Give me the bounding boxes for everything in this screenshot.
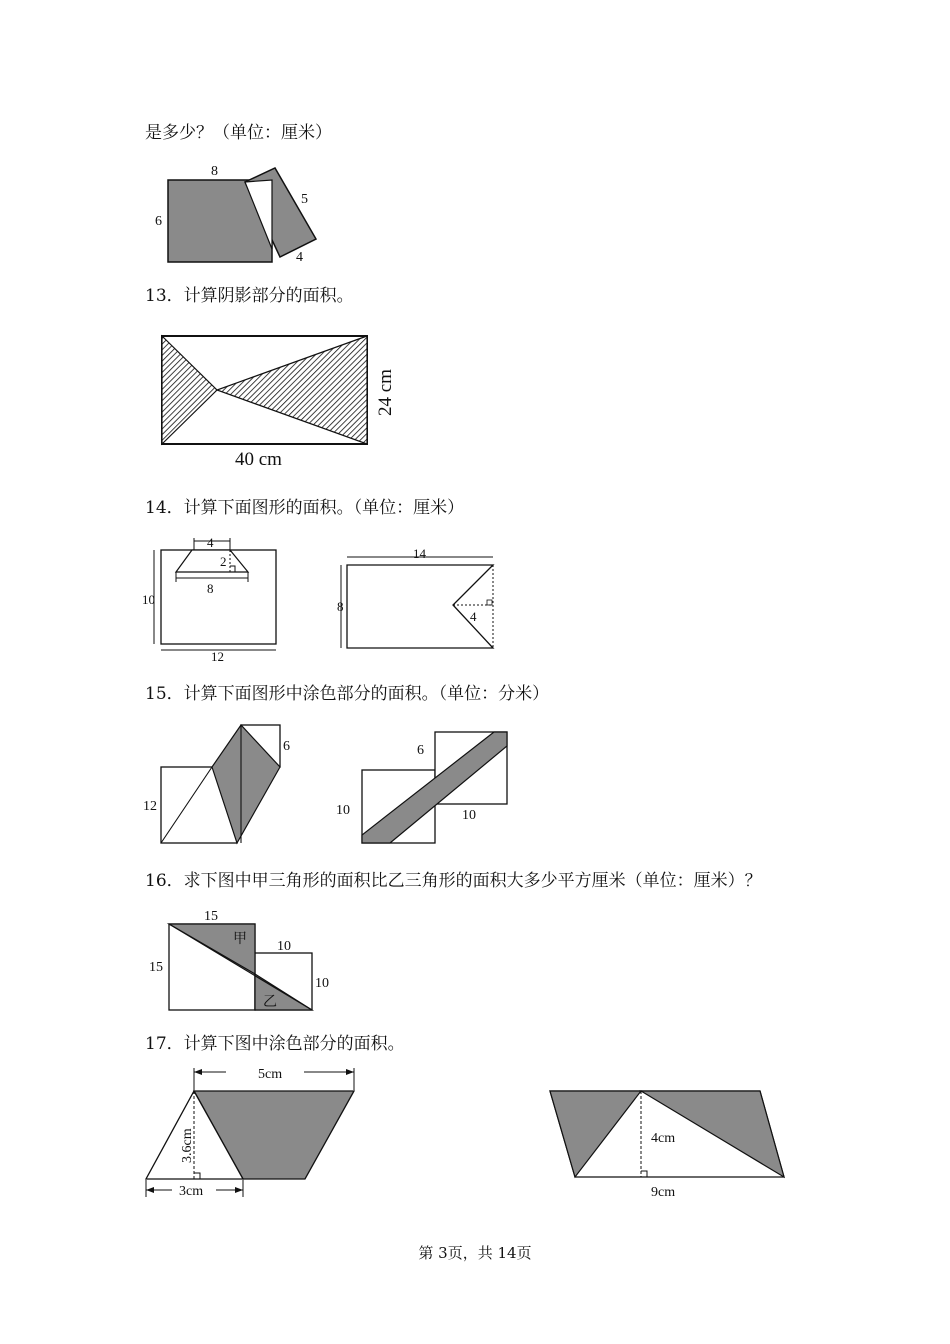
- q17-f2-label-height: 4cm: [651, 1131, 676, 1146]
- q17-f2-label-base: 9cm: [651, 1185, 676, 1200]
- q14-f1-label-h: 2: [220, 554, 227, 569]
- q15-f2-label-six: 6: [417, 743, 424, 758]
- q16-label-left: 15: [149, 960, 163, 975]
- q14-f2-label-height: 8: [337, 599, 344, 614]
- page-footer: 第 3页，共 14页: [418, 1244, 532, 1262]
- q16-label-yi: 乙: [263, 995, 277, 1010]
- q16-figure: [145, 905, 345, 1015]
- q14-f1-label-width: 12: [211, 649, 224, 664]
- q15-figure-1: [140, 720, 310, 850]
- q17-figure-2: [545, 1085, 795, 1205]
- q17-f1-label-height: 3.6cm: [180, 1128, 195, 1163]
- q15-question: 15．计算下面图形中涂色部分的面积。（单位：分米）: [145, 684, 550, 704]
- q14-f1-label-base: 8: [207, 581, 214, 596]
- q13-question: 13．计算阴影部分的面积。: [145, 286, 354, 306]
- q14-f2-label-depth: 4: [470, 609, 477, 624]
- q15-f2-label-ten-right: 10: [462, 808, 476, 823]
- q15-figure-2: [333, 725, 513, 850]
- q14-figure-2: [333, 545, 503, 655]
- q13-label-width: 40 cm: [235, 449, 282, 470]
- q16-label-right: 10: [315, 976, 329, 991]
- q14-figure-1: [140, 534, 290, 664]
- q16-question: 16．求下图中甲三角形的面积比乙三角形的面积大多少平方厘米（单位：厘米）？: [145, 871, 762, 891]
- q16-label-top: 15: [204, 909, 218, 924]
- q12-question-tail: 是多少？（单位：厘米）: [145, 123, 332, 143]
- q12-label-top: 8: [211, 164, 218, 179]
- q12-label-left: 6: [155, 214, 162, 229]
- q14-f1-label-top: 4: [207, 535, 214, 550]
- q16-label-jia: 甲: [233, 932, 247, 947]
- q14-question: 14．计算下面图形的面积。（单位：厘米）: [145, 498, 465, 518]
- q15-f1-label-small: 6: [283, 739, 290, 754]
- q17-figure-1: [140, 1068, 370, 1203]
- q17-question: 17．计算下图中涂色部分的面积。: [145, 1034, 405, 1054]
- q14-f2-label-width: 14: [413, 546, 426, 561]
- q17-f1-label-base: 3cm: [179, 1184, 204, 1199]
- q15-f1-label-big: 12: [143, 799, 157, 814]
- q13-label-height: 24 cm: [375, 369, 396, 416]
- q12-figure: [145, 160, 335, 270]
- q16-label-mid-top: 10: [277, 939, 291, 954]
- q14-f1-label-height: 10: [142, 592, 155, 607]
- q17-f1-label-top: 5cm: [258, 1068, 283, 1082]
- q12-label-slant: 5: [301, 192, 308, 207]
- q15-f2-label-ten-left: 10: [336, 803, 350, 818]
- q13-figure: [155, 328, 405, 473]
- q12-label-bottom: 4: [296, 250, 303, 265]
